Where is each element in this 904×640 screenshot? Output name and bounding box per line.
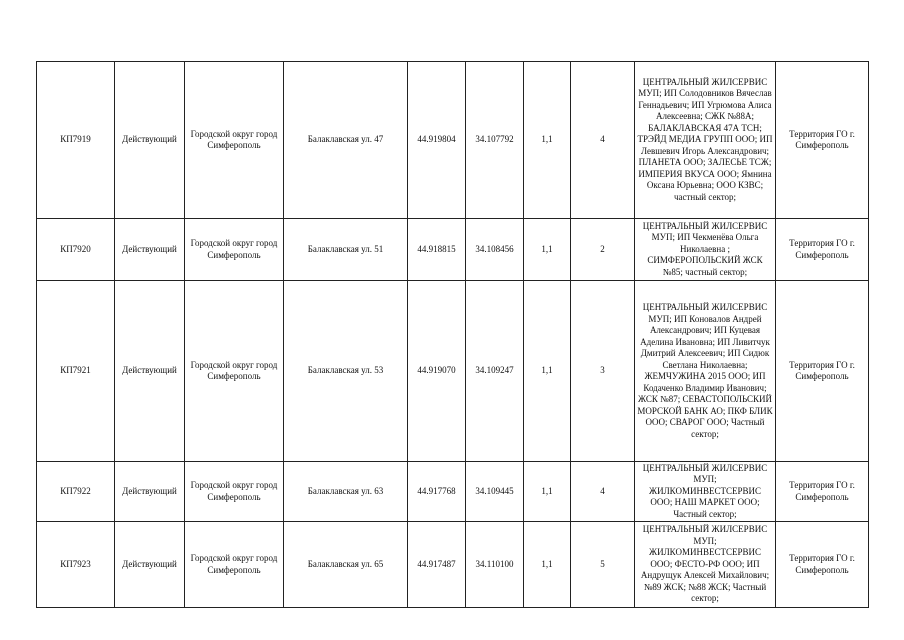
district-cell: Городской округ город Симферополь bbox=[185, 219, 284, 281]
collection-points-table bbox=[36, 61, 869, 608]
address-cell: Балаклавская ул. 53 bbox=[284, 281, 408, 462]
longitude-cell: 34.109247 bbox=[466, 281, 524, 462]
longitude-cell: 34.108456 bbox=[466, 219, 524, 281]
container-volume-cell: 1,1 bbox=[524, 62, 571, 219]
waste-producers-cell: ЦЕНТРАЛЬНЫЙ ЖИЛСЕРВИС МУП; ЖИЛКОМИНВЕСТСЕРВИС ООО; ФЕСТО-РФ ООО; ИП Андрущук Алексей Михайлович; №89 ЖСК; №88 ЖСК; Частный сектор; bbox=[635, 522, 776, 608]
container-count-cell: 4 bbox=[571, 62, 635, 219]
waste-producers-cell: ЦЕНТРАЛЬНЫЙ ЖИЛСЕРВИС МУП; ИП Чекменёва Ольга Николаевна ; СИМФЕРОПОЛЬСКИЙ ЖСК №85; частный сектор; bbox=[635, 219, 776, 281]
latitude-cell: 44.917487 bbox=[408, 522, 466, 608]
district-cell: Городской округ город Симферополь bbox=[185, 522, 284, 608]
district-cell: Городской округ город Симферополь bbox=[185, 62, 284, 219]
longitude-cell: 34.110100 bbox=[466, 522, 524, 608]
container-volume-cell: 1,1 bbox=[524, 522, 571, 608]
latitude-cell: 44.917768 bbox=[408, 462, 466, 522]
container-count-cell: 4 bbox=[571, 462, 635, 522]
longitude-cell: 34.109445 bbox=[466, 462, 524, 522]
table-row bbox=[37, 219, 869, 281]
address-cell: Балаклавская ул. 51 bbox=[284, 219, 408, 281]
address-cell: Балаклавская ул. 47 bbox=[284, 62, 408, 219]
longitude-cell: 34.107792 bbox=[466, 62, 524, 219]
container-count-cell: 3 bbox=[571, 281, 635, 462]
territory-cell: Территория ГО г. Симферополь bbox=[776, 462, 869, 522]
status-cell: Действующий bbox=[115, 522, 185, 608]
territory-cell: Территория ГО г. Симферополь bbox=[776, 522, 869, 608]
district-cell: Городской округ город Симферополь bbox=[185, 462, 284, 522]
table-row bbox=[37, 522, 869, 608]
territory-cell: Территория ГО г. Симферополь bbox=[776, 281, 869, 462]
table-row bbox=[37, 62, 869, 219]
container-count-cell: 2 bbox=[571, 219, 635, 281]
latitude-cell: 44.919804 bbox=[408, 62, 466, 219]
latitude-cell: 44.918815 bbox=[408, 219, 466, 281]
status-cell: Действующий bbox=[115, 281, 185, 462]
container-volume-cell: 1,1 bbox=[524, 219, 571, 281]
point-code-cell: КП7923 bbox=[37, 522, 115, 608]
address-cell: Балаклавская ул. 63 bbox=[284, 462, 408, 522]
status-cell: Действующий bbox=[115, 462, 185, 522]
territory-cell: Территория ГО г. Симферополь bbox=[776, 62, 869, 219]
point-code-cell: КП7919 bbox=[37, 62, 115, 219]
waste-producers-cell: ЦЕНТРАЛЬНЫЙ ЖИЛСЕРВИС МУП; ИП Солодовников Вячеслав Геннадьевич; ИП Угрюмова Алиса Алексеевна; СЖК №88А; БАЛАКЛАВСКАЯ 47А ТСН; ТРЭЙД МЕДИА ГРУПП ООО; ИП Левшевич Игорь Александрович; ПЛАНЕТА ООО; ЗАЛЕСЬЕ ТСЖ; ИМПЕРИЯ ВКУСА ООО; Ямнина Оксана Юрьевна; ООО КЗВС; частный сектор; bbox=[635, 62, 776, 219]
container-volume-cell: 1,1 bbox=[524, 281, 571, 462]
waste-producers-cell: ЦЕНТРАЛЬНЫЙ ЖИЛСЕРВИС МУП; ЖИЛКОМИНВЕСТСЕРВИС ООО; НАШ МАРКЕТ ООО; Частный сектор; bbox=[635, 462, 776, 522]
container-volume-cell: 1,1 bbox=[524, 462, 571, 522]
status-cell: Действующий bbox=[115, 219, 185, 281]
point-code-cell: КП7921 bbox=[37, 281, 115, 462]
address-cell: Балаклавская ул. 65 bbox=[284, 522, 408, 608]
waste-producers-cell: ЦЕНТРАЛЬНЫЙ ЖИЛСЕРВИС МУП; ИП Коновалов Андрей Александрович; ИП Куцевая Аделина Ивановна; ИП Ливитчук Дмитрий Алексеевич; ИП Сидюк Светлана Николаевна; ЖЕМЧУЖИНА 2015 ООО; ИП Кодаченко Владимир Иванович; ЖСК №87; СЕВАСТОПОЛЬСКИЙ МОРСКОЙ БАНК АО; ПКФ БЛИК ООО; СВАРОГ ООО; Частный сектор; bbox=[635, 281, 776, 462]
latitude-cell: 44.919070 bbox=[408, 281, 466, 462]
status-cell: Действующий bbox=[115, 62, 185, 219]
table-row bbox=[37, 281, 869, 462]
container-count-cell: 5 bbox=[571, 522, 635, 608]
district-cell: Городской округ город Симферополь bbox=[185, 281, 284, 462]
point-code-cell: КП7922 bbox=[37, 462, 115, 522]
point-code-cell: КП7920 bbox=[37, 219, 115, 281]
table-row bbox=[37, 462, 869, 522]
territory-cell: Территория ГО г. Симферополь bbox=[776, 219, 869, 281]
